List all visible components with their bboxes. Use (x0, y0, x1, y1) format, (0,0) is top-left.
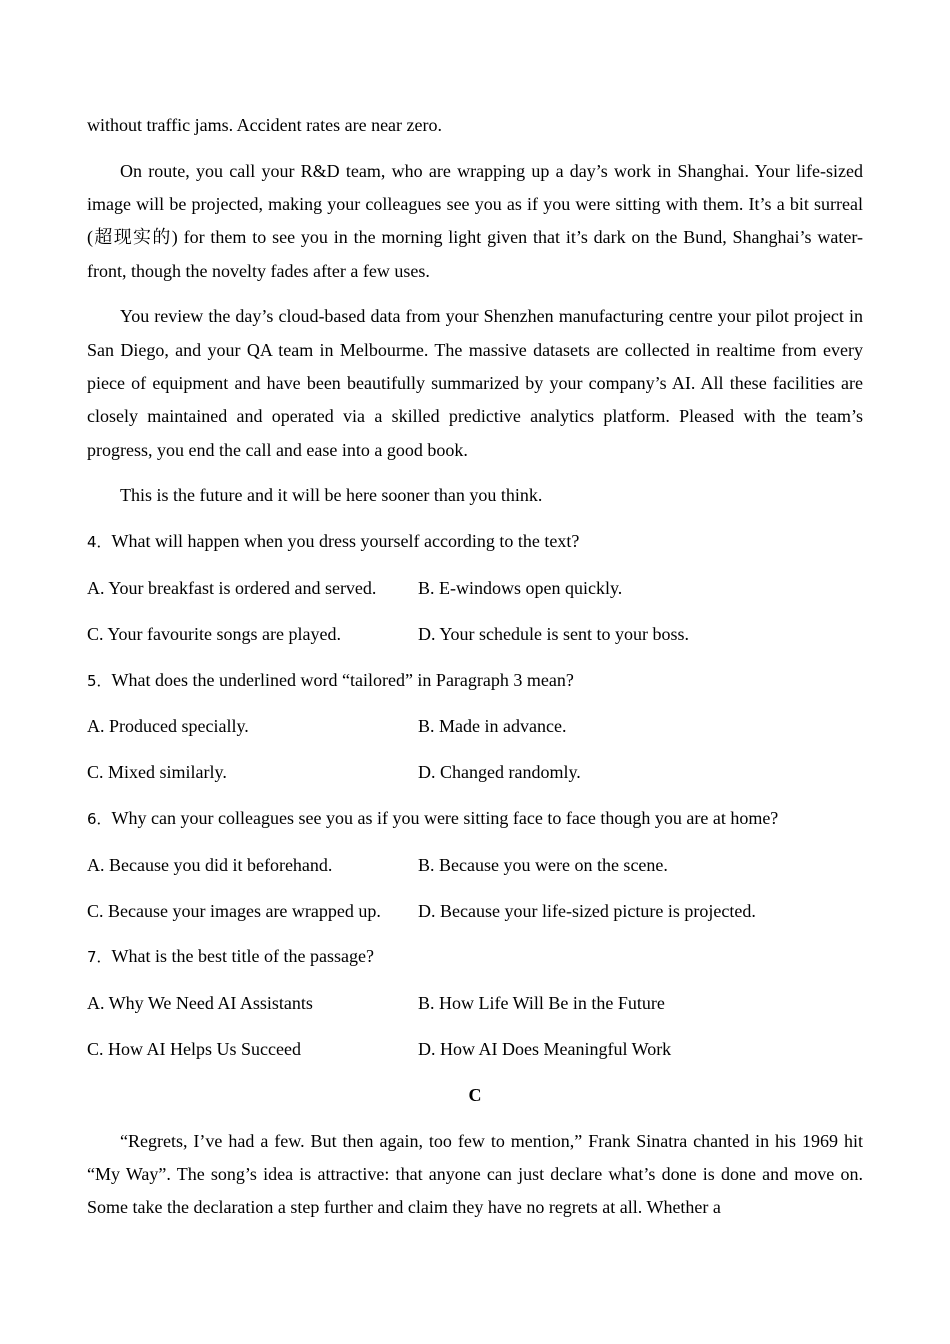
passage-b-paragraph-2: You review the day’s cloud-based data from your Shenzhen manufacturing centre your pilot project in San Diego, and your QA team in Melbourme. The massive datasets are collected in realtime from every piece of equipment and have been beautifully summarized by your company’s AI. All these facilities are closely maintained and operated via a skilled predictive analytics platform. Pleased with the team’s progress, you end the call and ease into a good book. (87, 306, 863, 460)
option-c[interactable]: C. Mixed similarly. (87, 762, 227, 783)
question-number: 5． (87, 671, 112, 690)
option-a[interactable]: A. Why We Need AI Assistants (87, 993, 313, 1014)
question-4-options-row-2 (87, 618, 863, 651)
option-a[interactable]: A. Produced specially. (87, 716, 249, 737)
question-4 (87, 525, 863, 559)
question-7 (87, 940, 863, 974)
option-b[interactable]: B. E-windows open quickly. (418, 578, 623, 599)
question-number: 7． (87, 948, 112, 967)
passage-b-paragraph-3: This is the future and it will be here sooner than you think. (120, 485, 543, 506)
option-d[interactable]: D. Your schedule is sent to your boss. (418, 623, 690, 644)
option-c[interactable]: C. How AI Helps Us Succeed (87, 1039, 301, 1060)
passage-c-paragraph-1: “Regrets, I’ve had a few. But then again, too few to mention,” Frank Sinatra chanted in his 1969 hit “My Way”. The song’s idea is attractive: that anyone can just declare what’s done is done and move on. Some take the declaration a step further and claim they have no regrets at all. Whether a (87, 1130, 863, 1218)
question-text: Why can your colleagues see you as if you were sitting face to face though you are at home? (111, 808, 779, 829)
document-page (87, 109, 863, 1237)
option-a[interactable]: A. Your breakfast is ordered and served. (87, 578, 377, 599)
question-6-options-row-1 (87, 849, 863, 882)
option-b[interactable]: B. How Life Will Be in the Future (418, 993, 665, 1014)
option-a[interactable]: A. Because you did it beforehand. (87, 854, 333, 875)
question-5 (87, 664, 863, 698)
question-6 (87, 802, 863, 836)
question-number: 6． (87, 810, 112, 829)
section-heading-c: C (468, 1084, 482, 1105)
question-7-options-row-2 (87, 1033, 863, 1066)
option-d[interactable]: D. Because your life-sized picture is projected. (418, 900, 756, 921)
passage-b-continued-line: without traffic jams. Accident rates are near zero. (87, 115, 443, 135)
option-c[interactable]: C. Because your images are wrapped up. (87, 900, 381, 921)
question-text: What does the underlined word “tailored” in Paragraph 3 mean? (111, 669, 574, 690)
option-d[interactable]: D. How AI Does Meaningful Work (418, 1039, 672, 1060)
question-6-options-row-2 (87, 895, 863, 928)
option-b[interactable]: B. Because you were on the scene. (418, 854, 668, 875)
option-c[interactable]: C. Your favourite songs are played. (87, 623, 341, 644)
question-4-options-row-1 (87, 572, 863, 605)
question-5-options-row-2 (87, 756, 863, 789)
option-b[interactable]: B. Made in advance. (418, 716, 567, 737)
question-text: What is the best title of the passage? (111, 946, 374, 967)
question-text: What will happen when you dress yourself according to the text? (111, 531, 580, 552)
passage-b-paragraph-1: On route, you call your R&D team, who are wrapping up a day’s work in Shanghai. Your life-sized image will be projected, making your colleagues see you as if you were sitting with them. It’s a bit surreal (超现实的) for them to see you in the morning light given that it’s dark on the Bund, Shanghai’s water-front, though the novelty fades after a few uses. (87, 160, 863, 281)
question-number: 4． (87, 533, 112, 552)
question-7-options-row-1 (87, 987, 863, 1020)
option-d[interactable]: D. Changed randomly. (418, 762, 581, 783)
question-5-options-row-1 (87, 710, 863, 743)
